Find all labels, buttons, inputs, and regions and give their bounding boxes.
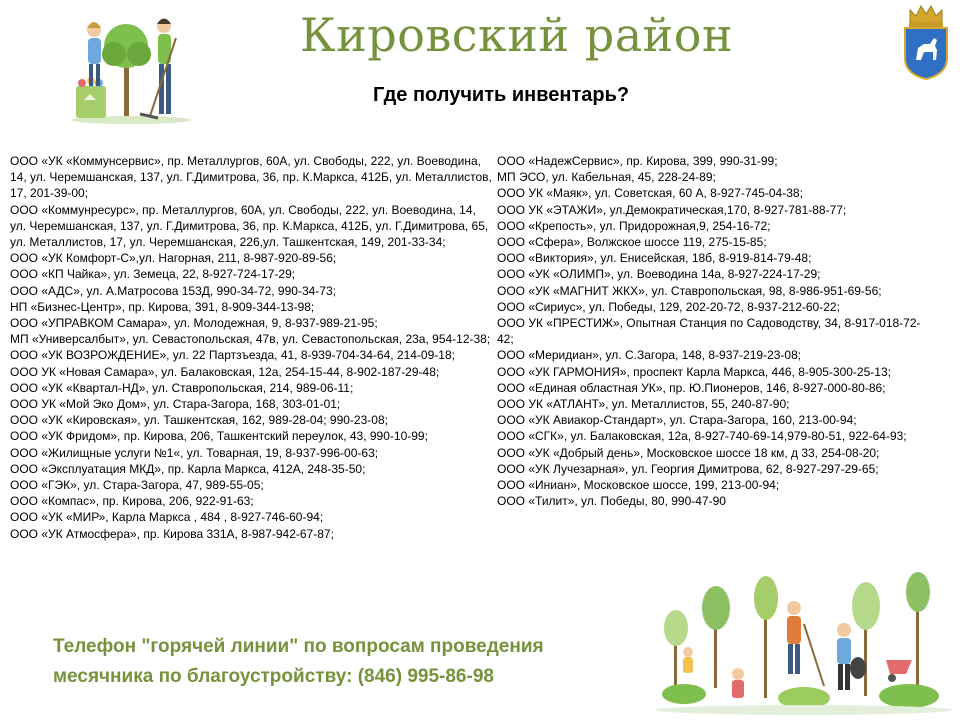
list-item: ООО «ГЭК», ул. Стара-Загора, 47, 989-55-05; (10, 478, 264, 493)
list-item: МП «Универсалбыт», ул. Севастопольская, 47в, ул. Севастопольская, 23а, 954-12-38; (10, 332, 491, 347)
hotline-text: Телефон "горячей линии" по вопросам проведения месячника по благоустройству: (846) 995-86-98 (53, 636, 544, 687)
list-item: ООО УК «Маяк», ул. Советская, 60 А, 8-927-745-04-38; (497, 186, 803, 201)
list-item: ООО «УК «МИР», Карла Маркса , 484 , 8-927-746-60-94; (10, 510, 324, 525)
page-subtitle: Где получить инвентарь? (373, 84, 630, 106)
list-item: ООО УК «АТЛАНТ», ул. Металлистов, 55, 240-87-90; (497, 397, 790, 412)
list-item: ООО «УК Атмосфера», пр. Кирова 331А, 8-987-942-67-87; (10, 526, 334, 541)
list-item: ООО «УК «Добрый день», Московское шоссе 18 км, д 33, 254-08-20; (497, 445, 880, 460)
list-item: ООО «УК Авиакор-Стандарт», ул. Стара-Загора, 160, 213-00-94; (497, 413, 857, 428)
list-item: ООО УК «ЭТАЖИ», ул.Демократическая,170, 8-927-781-88-77; (497, 202, 847, 217)
park-cleanup-illustration (654, 568, 954, 716)
list-item: ООО «Единая областная УК», пр. Ю.Пионеров, 146, 8-927-000-80-86; (497, 380, 886, 395)
list-item: ООО «УК ВОЗРОЖДЕНИЕ», ул. 22 Партзъезда, 41, 8-939-704-34-64, 214-09-18; (10, 348, 455, 363)
list-item: ООО «КП Чайка», ул. Земеца, 22, 8-927-724-17-29; (10, 267, 296, 282)
list-item: ООО «УПРАВКОМ Самара», ул. Молодежная, 9, 8-937-989-21-95; (10, 316, 378, 331)
list-item: ООО УК «ПРЕСТИЖ», Опытная Станция по Садоводству, 34, 8-917-018-72-42; (497, 316, 921, 347)
list-item: ООО «СГК», ул. Балаковская, 12а, 8-927-740-69-14,979-80-51, 922-64-93; (497, 429, 907, 444)
list-item: ООО «УК Фридом», пр. Кирова, 206, Ташкентский переулок, 43, 990-10-99; (10, 429, 428, 444)
list-item: ООО «Сириус», ул. Победы, 129, 202-20-72, 8-937-212-60-22; (497, 299, 840, 314)
list-item: ООО «Меридиан», ул. С.Загора, 148, 8-937-219-23-08; (497, 348, 802, 363)
list-item: ООО «УК «МАГНИТ ЖКХ», ул. Ставропольская, 98, 8-986-951-69-56; (497, 283, 882, 298)
list-item: ООО «НадежСервис», пр. Кирова, 399, 990-31-99; (497, 154, 778, 168)
list-item: ООО УК «Новая Самара», ул. Балаковская, 12а, 254-15-44, 8-902-187-29-48; (10, 364, 440, 379)
list-item: ООО «АДС», ул. А.Матросова 153Д, 990-34-72, 990-34-73; (10, 283, 336, 298)
list-item: ООО «Компас», пр. Кирова, 206, 922-91-63; (10, 494, 254, 509)
list-item: МП ЭСО, ул. Кабельная, 45, 228-24-89; (497, 170, 716, 185)
list-item: ООО «Коммунресурс», пр. Металлургов, 60А, ул. Свободы, 222, ул. Воеводина, 14, ул. Черемшанская, 137, ул. Г.Димитрова, 36, пр. К.Маркса, 412Б, ул. Г.Димитрова, 65, ул. Металлистов, 17, ул. Черемшанская, 226,ул. Ташкентская, 149, 201-33-34; (10, 202, 489, 250)
list-item: ООО «Крепость», ул. Придорожная,9, 254-16-72; (497, 218, 771, 233)
samara-coat-of-arms-emblem (900, 2, 952, 80)
organizations-list-left (10, 153, 494, 542)
list-item: ООО «УК «Квартал-НД», ул. Ставропольская, 214, 989-06-11; (10, 380, 354, 395)
volunteers-cleaning-illustration (66, 8, 196, 126)
list-item: ООО «Эксплуатация МКД», пр. Карла Маркса, 412А, 248-35-50; (10, 461, 366, 476)
list-item: ООО «УК «Коммунсервис», пр. Металлургов, 60А, ул. Свободы, 222, ул. Воеводина, 14, ул. Черемшанская, 137, ул. Г.Димитрова, 36, пр. К.Маркса, 412Б, ул. Металлистов, 17, 201-39-00; (10, 154, 492, 201)
list-item: ООО «Виктория», ул. Енисейская, 18б, 8-919-814-79-48; (497, 251, 812, 266)
list-item: ООО «УК Лучезарная», ул. Георгия Димитрова, 62, 8-927-297-29-65; (497, 461, 879, 476)
list-item: ООО «УК Комфорт-С»,ул. Нагорная, 211, 8-987-920-89-56; (10, 251, 337, 266)
list-item: ООО «Жилищные услуги №1«, ул. Товарная, 19, 8-937-996-00-63; (10, 445, 379, 460)
list-item: ООО УК «Мой Эко Дом», ул. Стара-Загора, 168, 303-01-01; (10, 397, 341, 412)
list-item: НП «Бизнес-Центр», пр. Кирова, 391, 8-909-344-13-98; (10, 299, 315, 314)
list-item: ООО «УК ГАРМОНИЯ», проспект Карла Маркса, 446, 8-905-300-25-13; (497, 364, 891, 379)
list-item: ООО «УК «ОЛИМП», ул. Воеводина 14а, 8-927-224-17-29; (497, 267, 821, 282)
page-title: Кировский район (300, 8, 734, 62)
list-item: ООО «Иниан», Московское шоссе, 199, 213-00-94; (497, 478, 780, 493)
organizations-list-right (497, 153, 937, 509)
list-item: ООО «Сфера», Волжское шоссе 119, 275-15-85; (497, 235, 767, 250)
list-item: ООО «УК «Кировская», ул. Ташкентская, 162, 989-28-04; 990-23-08; (10, 413, 388, 428)
list-item: ООО «Тилит», ул. Победы, 80, 990-47-90 (497, 494, 726, 509)
